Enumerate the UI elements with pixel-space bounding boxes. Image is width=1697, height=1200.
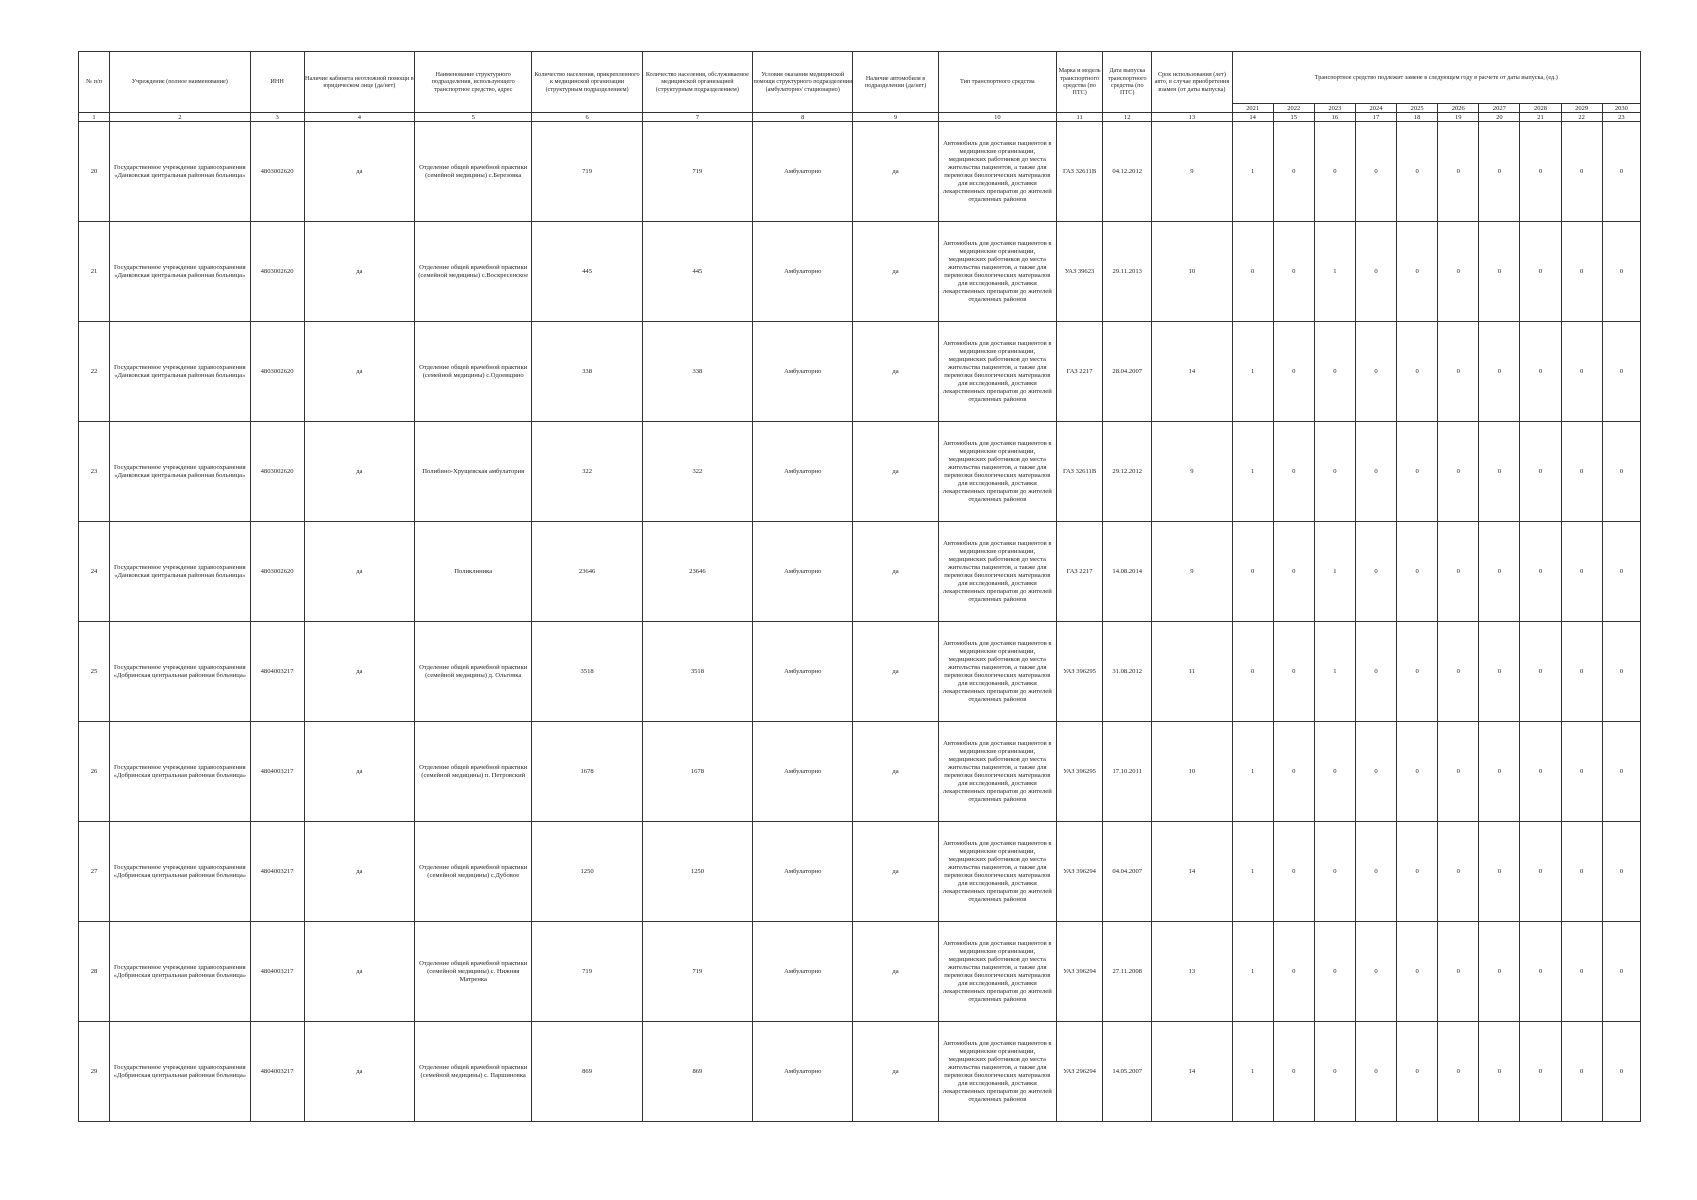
inn-cell: 4804003217	[250, 922, 304, 1022]
replace-year-cell: 0	[1438, 922, 1479, 1022]
org-cell: Государственное учреждение здравоохранения «Данковская центральная районная больница»	[110, 322, 250, 422]
header-served: Количество населения, обслуживаемое медицинской организацией (структурным подразделением)	[642, 52, 752, 113]
replace-year-cell: 1	[1232, 422, 1273, 522]
model-cell: УАЗ 39623	[1057, 222, 1103, 322]
vehicle-table	[78, 51, 1641, 1122]
replace-year-cell: 1	[1232, 822, 1273, 922]
use-years-cell: 9	[1152, 422, 1232, 522]
row-num-cell: 25	[79, 622, 110, 722]
replace-year-cell: 0	[1273, 522, 1314, 622]
unit-cell: Отделение общей врачебной практики (семейной медицины) д. Ольговка	[415, 622, 532, 722]
use-years-cell: 14	[1152, 1022, 1232, 1122]
vehicle-type-cell: Автомобиль для доставки пациентов в медицинские организации, медицинских работников до места жительства пациентов, а также для перевозки биологических материалов для исследований, доставки лекарственных препаратов до жителей отдаленных районов	[938, 522, 1056, 622]
replace-year-cell: 0	[1355, 322, 1396, 422]
org-cell: Государственное учреждение здравоохранения «Добринская центральная районная больница»	[110, 622, 250, 722]
header-replace: Транспортное средство подлежит замене в следующем году в расчете от даты выпуска, (ед.)	[1232, 52, 1640, 104]
replace-year-cell: 0	[1520, 222, 1561, 322]
table-row	[79, 1022, 1641, 1122]
vehicle-type-cell: Автомобиль для доставки пациентов в медицинские организации, медицинских работников до места жительства пациентов, а также для перевозки биологических материалов для исследований, доставки лекарственных препаратов до жителей отдаленных районов	[938, 322, 1056, 422]
served-cell: 719	[642, 922, 752, 1022]
row-num-cell: 29	[79, 1022, 110, 1122]
row-num-cell: 21	[79, 222, 110, 322]
model-cell: УАЗ 396295	[1057, 722, 1103, 822]
vehicle-type-cell: Автомобиль для доставки пациентов в медицинские организации, медицинских работников до места жительства пациентов, а также для перевозки биологических материалов для исследований, доставки лекарственных препаратов до жителей отдаленных районов	[938, 722, 1056, 822]
model-cell: УАЗ 396295	[1057, 622, 1103, 722]
replace-year-cell: 0	[1602, 522, 1640, 622]
conditions-cell: Амбулаторно	[753, 122, 853, 222]
vehicle-type-cell: Автомобиль для доставки пациентов в медицинские организации, медицинских работников до места жительства пациентов, а также для перевозки биологических материалов для исследований, доставки лекарственных препаратов до жителей отдаленных районов	[938, 622, 1056, 722]
header-year: 2030	[1602, 104, 1640, 113]
table-row	[79, 422, 1641, 522]
unit-cell: Отделение общей врачебной практики (семейной медицины) с.Дубовое	[415, 822, 532, 922]
column-number: 13	[1152, 113, 1232, 122]
has-car-cell: да	[853, 222, 938, 322]
attached-cell: 3518	[532, 622, 642, 722]
model-cell: УАЗ 296294	[1057, 1022, 1103, 1122]
replace-year-cell: 0	[1479, 522, 1520, 622]
conditions-cell: Амбулаторно	[753, 1022, 853, 1122]
table-row	[79, 722, 1641, 822]
header-year: 2022	[1273, 104, 1314, 113]
unit-cell: Отделение общей врачебной практики (семейной медицины) п. Петровский	[415, 722, 532, 822]
table-row	[79, 222, 1641, 322]
vehicle-type-cell: Автомобиль для доставки пациентов в медицинские организации, медицинских работников до места жительства пациентов, а также для перевозки биологических материалов для исследований, доставки лекарственных препаратов до жителей отдаленных районов	[938, 122, 1056, 222]
replace-year-cell: 0	[1314, 422, 1355, 522]
vehicle-type-cell: Автомобиль для доставки пациентов в медицинские организации, медицинских работников до места жительства пациентов, а также для перевозки биологических материалов для исследований, доставки лекарственных препаратов до жителей отдаленных районов	[938, 422, 1056, 522]
replace-year-cell: 0	[1438, 122, 1479, 222]
cabinet-cell: да	[304, 422, 414, 522]
cabinet-cell: да	[304, 322, 414, 422]
table-row	[79, 522, 1641, 622]
replace-year-cell: 0	[1314, 822, 1355, 922]
replace-year-cell: 1	[1232, 322, 1273, 422]
row-num-cell: 20	[79, 122, 110, 222]
use-years-cell: 11	[1152, 622, 1232, 722]
attached-cell: 869	[532, 1022, 642, 1122]
replace-year-cell: 0	[1273, 722, 1314, 822]
model-cell: УАЗ 396294	[1057, 822, 1103, 922]
replace-year-cell: 0	[1397, 422, 1438, 522]
unit-cell: Отделение общей врачебной практики (семейной медицины) с.Воскресенское	[415, 222, 532, 322]
replace-year-cell: 0	[1479, 922, 1520, 1022]
column-number: 1	[79, 113, 110, 122]
replace-year-cell: 0	[1397, 522, 1438, 622]
replace-year-cell: 1	[1232, 122, 1273, 222]
replace-year-cell: 0	[1397, 822, 1438, 922]
served-cell: 719	[642, 122, 752, 222]
has-car-cell: да	[853, 622, 938, 722]
replace-year-cell: 0	[1602, 622, 1640, 722]
column-number: 7	[642, 113, 752, 122]
replace-year-cell: 0	[1232, 522, 1273, 622]
row-num-cell: 26	[79, 722, 110, 822]
replace-year-cell: 0	[1355, 922, 1396, 1022]
cabinet-cell: да	[304, 922, 414, 1022]
replace-year-cell: 0	[1602, 822, 1640, 922]
use-years-cell: 13	[1152, 922, 1232, 1022]
document-page	[78, 51, 1641, 1122]
column-number: 11	[1057, 113, 1103, 122]
replace-year-cell: 0	[1273, 122, 1314, 222]
replace-year-cell: 0	[1273, 1022, 1314, 1122]
replace-year-cell: 0	[1273, 222, 1314, 322]
attached-cell: 719	[532, 922, 642, 1022]
replace-year-cell: 0	[1397, 222, 1438, 322]
replace-year-cell: 0	[1438, 422, 1479, 522]
replace-year-cell: 0	[1314, 922, 1355, 1022]
attached-cell: 1678	[532, 722, 642, 822]
replace-year-cell: 0	[1355, 722, 1396, 822]
replace-year-cell: 0	[1438, 822, 1479, 922]
replace-year-cell: 0	[1438, 1022, 1479, 1122]
replace-year-cell: 0	[1438, 322, 1479, 422]
column-number: 21	[1520, 113, 1561, 122]
cabinet-cell: да	[304, 222, 414, 322]
column-number: 15	[1273, 113, 1314, 122]
model-cell: УАЗ 396294	[1057, 922, 1103, 1022]
column-number: 14	[1232, 113, 1273, 122]
column-number: 18	[1397, 113, 1438, 122]
replace-year-cell: 0	[1479, 422, 1520, 522]
release-date-cell: 04.12.2012	[1103, 122, 1152, 222]
replace-year-cell: 0	[1520, 422, 1561, 522]
replace-year-cell: 0	[1561, 822, 1602, 922]
replace-year-cell: 0	[1438, 622, 1479, 722]
header-model: Марка и модель транспортного средства (по ПТС)	[1057, 52, 1103, 113]
replace-year-cell: 0	[1561, 922, 1602, 1022]
replace-year-cell: 0	[1438, 522, 1479, 622]
served-cell: 1250	[642, 822, 752, 922]
has-car-cell: да	[853, 822, 938, 922]
replace-year-cell: 0	[1397, 322, 1438, 422]
replace-year-cell: 0	[1520, 1022, 1561, 1122]
column-number: 8	[753, 113, 853, 122]
has-car-cell: да	[853, 1022, 938, 1122]
header-conditions: Условия оказания медицинской помощи структурного подразделения (амбулаторно/ стационарно)	[753, 52, 853, 113]
header-use-years: Срок использования (лет) авто, в случае приобретения взамен (от даты выпуска)	[1152, 52, 1232, 113]
vehicle-type-cell: Автомобиль для доставки пациентов в медицинские организации, медицинских работников до места жительства пациентов, а также для перевозки биологических материалов для исследований, доставки лекарственных препаратов до жителей отдаленных районов	[938, 222, 1056, 322]
served-cell: 1678	[642, 722, 752, 822]
inn-cell: 4803002620	[250, 522, 304, 622]
replace-year-cell: 0	[1561, 222, 1602, 322]
unit-cell: Отделение общей врачебной практики (семейной медицины) с. Паршиновка	[415, 1022, 532, 1122]
served-cell: 23646	[642, 522, 752, 622]
attached-cell: 322	[532, 422, 642, 522]
header-year: 2028	[1520, 104, 1561, 113]
cabinet-cell: да	[304, 722, 414, 822]
column-number: 16	[1314, 113, 1355, 122]
org-cell: Государственное учреждение здравоохранения «Данковская центральная районная больница»	[110, 522, 250, 622]
replace-year-cell: 0	[1355, 1022, 1396, 1122]
replace-year-cell: 0	[1273, 322, 1314, 422]
use-years-cell: 10	[1152, 722, 1232, 822]
replace-year-cell: 0	[1355, 222, 1396, 322]
replace-year-cell: 0	[1355, 122, 1396, 222]
replace-year-cell: 0	[1479, 822, 1520, 922]
replace-year-cell: 0	[1520, 322, 1561, 422]
has-car-cell: да	[853, 422, 938, 522]
header-has-car: Наличие автомобиля в подразделении (да/нет)	[853, 52, 938, 113]
model-cell: ГАЗ 32611В	[1057, 422, 1103, 522]
replace-year-cell: 0	[1561, 722, 1602, 822]
replace-year-cell: 0	[1479, 622, 1520, 722]
header-year: 2026	[1438, 104, 1479, 113]
conditions-cell: Амбулаторно	[753, 722, 853, 822]
row-num-cell: 24	[79, 522, 110, 622]
inn-cell: 4804003217	[250, 722, 304, 822]
unit-cell: Отделение общей врачебной практики (семейной медицины) с.Одоевщино	[415, 322, 532, 422]
replace-year-cell: 0	[1602, 322, 1640, 422]
replace-year-cell: 0	[1602, 922, 1640, 1022]
replace-year-cell: 0	[1314, 722, 1355, 822]
has-car-cell: да	[853, 122, 938, 222]
replace-year-cell: 0	[1479, 122, 1520, 222]
org-cell: Государственное учреждение здравоохранения «Добринская центральная районная больница»	[110, 922, 250, 1022]
cabinet-cell: да	[304, 1022, 414, 1122]
replace-year-cell: 0	[1561, 522, 1602, 622]
replace-year-cell: 0	[1397, 922, 1438, 1022]
header-inn: ИНН	[250, 52, 304, 113]
replace-year-cell: 0	[1602, 722, 1640, 822]
served-cell: 322	[642, 422, 752, 522]
release-date-cell: 28.04.2007	[1103, 322, 1152, 422]
replace-year-cell: 0	[1561, 622, 1602, 722]
release-date-cell: 29.11.2013	[1103, 222, 1152, 322]
header-year: 2027	[1479, 104, 1520, 113]
model-cell: ГАЗ 2217	[1057, 522, 1103, 622]
column-number: 4	[304, 113, 414, 122]
replace-year-cell: 0	[1520, 722, 1561, 822]
replace-year-cell: 0	[1520, 822, 1561, 922]
use-years-cell: 14	[1152, 822, 1232, 922]
replace-year-cell: 1	[1232, 922, 1273, 1022]
conditions-cell: Амбулаторно	[753, 322, 853, 422]
use-years-cell: 10	[1152, 222, 1232, 322]
table-row	[79, 622, 1641, 722]
replace-year-cell: 0	[1273, 422, 1314, 522]
inn-cell: 4803002620	[250, 222, 304, 322]
replace-year-cell: 0	[1232, 622, 1273, 722]
replace-year-cell: 0	[1397, 122, 1438, 222]
header-cabinet: Наличие кабинета неотложной помощи в юридическом лице (да/нет)	[304, 52, 414, 113]
org-cell: Государственное учреждение здравоохранения «Добринская центральная районная больница»	[110, 722, 250, 822]
header-year: 2025	[1397, 104, 1438, 113]
replace-year-cell: 1	[1314, 622, 1355, 722]
table-body	[79, 122, 1641, 1122]
replace-year-cell: 0	[1355, 622, 1396, 722]
replace-year-cell: 0	[1561, 322, 1602, 422]
replace-year-cell: 1	[1232, 722, 1273, 822]
served-cell: 869	[642, 1022, 752, 1122]
unit-cell: Отделение общей врачебной практики (семейной медицины) с. Нижняя Матренка	[415, 922, 532, 1022]
table-row	[79, 122, 1641, 222]
served-cell: 338	[642, 322, 752, 422]
served-cell: 3518	[642, 622, 752, 722]
cabinet-cell: да	[304, 522, 414, 622]
org-cell: Государственное учреждение здравоохранения «Данковская центральная районная больница»	[110, 222, 250, 322]
use-years-cell: 14	[1152, 322, 1232, 422]
header-year: 2023	[1314, 104, 1355, 113]
attached-cell: 338	[532, 322, 642, 422]
column-number: 10	[938, 113, 1056, 122]
release-date-cell: 14.05.2007	[1103, 1022, 1152, 1122]
conditions-cell: Амбулаторно	[753, 822, 853, 922]
table-row	[79, 922, 1641, 1022]
replace-year-cell: 0	[1561, 1022, 1602, 1122]
vehicle-type-cell: Автомобиль для доставки пациентов в медицинские организации, медицинских работников до места жительства пациентов, а также для перевозки биологических материалов для исследований, доставки лекарственных препаратов до жителей отдаленных районов	[938, 922, 1056, 1022]
attached-cell: 23646	[532, 522, 642, 622]
replace-year-cell: 0	[1438, 722, 1479, 822]
replace-year-cell: 0	[1273, 922, 1314, 1022]
unit-cell: Полибино-Хрущевская амбулатория	[415, 422, 532, 522]
column-number: 12	[1103, 113, 1152, 122]
conditions-cell: Амбулаторно	[753, 422, 853, 522]
replace-year-cell: 0	[1602, 122, 1640, 222]
replace-year-cell: 0	[1397, 622, 1438, 722]
replace-year-cell: 0	[1520, 122, 1561, 222]
use-years-cell: 9	[1152, 122, 1232, 222]
has-car-cell: да	[853, 722, 938, 822]
cabinet-cell: да	[304, 122, 414, 222]
replace-year-cell: 0	[1479, 322, 1520, 422]
column-number: 19	[1438, 113, 1479, 122]
column-number: 9	[853, 113, 938, 122]
unit-cell: Поликлиника	[415, 522, 532, 622]
inn-cell: 4804003217	[250, 622, 304, 722]
has-car-cell: да	[853, 522, 938, 622]
replace-year-cell: 0	[1602, 222, 1640, 322]
replace-year-cell: 0	[1273, 822, 1314, 922]
header-year: 2021	[1232, 104, 1273, 113]
row-num-cell: 23	[79, 422, 110, 522]
column-number: 17	[1355, 113, 1396, 122]
replace-year-cell: 0	[1520, 922, 1561, 1022]
replace-year-cell: 0	[1561, 422, 1602, 522]
vehicle-type-cell: Автомобиль для доставки пациентов в медицинские организации, медицинских работников до места жительства пациентов, а также для перевозки биологических материалов для исследований, доставки лекарственных препаратов до жителей отдаленных районов	[938, 1022, 1056, 1122]
model-cell: ГАЗ 2217	[1057, 322, 1103, 422]
header-num: № п/п	[79, 52, 110, 113]
row-num-cell: 27	[79, 822, 110, 922]
header-unit: Наименование структурного подразделения, использующего транспортное средство, адрес	[415, 52, 532, 113]
release-date-cell: 04.04.2007	[1103, 822, 1152, 922]
has-car-cell: да	[853, 922, 938, 1022]
inn-cell: 4804003217	[250, 822, 304, 922]
header-year: 2024	[1355, 104, 1396, 113]
replace-year-cell: 0	[1314, 322, 1355, 422]
replace-year-cell: 0	[1479, 222, 1520, 322]
column-number: 23	[1602, 113, 1640, 122]
column-number: 20	[1479, 113, 1520, 122]
replace-year-cell: 0	[1314, 122, 1355, 222]
release-date-cell: 17.10.2011	[1103, 722, 1152, 822]
inn-cell: 4803002620	[250, 322, 304, 422]
header-release-date: Дата выпуска транспортного средства (по ПТС)	[1103, 52, 1152, 113]
org-cell: Государственное учреждение здравоохранения «Добринская центральная районная больница»	[110, 1022, 250, 1122]
replace-year-cell: 0	[1397, 1022, 1438, 1122]
column-number: 3	[250, 113, 304, 122]
has-car-cell: да	[853, 322, 938, 422]
replace-year-cell: 0	[1479, 1022, 1520, 1122]
unit-cell: Отделение общей врачебной практики (семейной медицины) с.Березовка	[415, 122, 532, 222]
use-years-cell: 9	[1152, 522, 1232, 622]
header-org: Учреждение (полное наименование)	[110, 52, 250, 113]
replace-year-cell: 0	[1602, 422, 1640, 522]
header-vehicle-type: Тип транспортного средства	[938, 52, 1056, 113]
column-number: 2	[110, 113, 250, 122]
replace-year-cell: 0	[1438, 222, 1479, 322]
release-date-cell: 29.12.2012	[1103, 422, 1152, 522]
release-date-cell: 14.08.2014	[1103, 522, 1152, 622]
conditions-cell: Амбулаторно	[753, 522, 853, 622]
row-num-cell: 28	[79, 922, 110, 1022]
replace-year-cell: 0	[1520, 622, 1561, 722]
release-date-cell: 31.08.2012	[1103, 622, 1152, 722]
replace-year-cell: 0	[1314, 1022, 1355, 1122]
inn-cell: 4803002620	[250, 122, 304, 222]
conditions-cell: Амбулаторно	[753, 922, 853, 1022]
vehicle-type-cell: Автомобиль для доставки пациентов в медицинские организации, медицинских работников до места жительства пациентов, а также для перевозки биологических материалов для исследований, доставки лекарственных препаратов до жителей отдаленных районов	[938, 822, 1056, 922]
release-date-cell: 27.11.2008	[1103, 922, 1152, 1022]
org-cell: Государственное учреждение здравоохранения «Данковская центральная районная больница»	[110, 122, 250, 222]
replace-year-cell: 0	[1355, 822, 1396, 922]
column-number: 5	[415, 113, 532, 122]
inn-cell: 4804003217	[250, 1022, 304, 1122]
table-row	[79, 322, 1641, 422]
replace-year-cell: 0	[1273, 622, 1314, 722]
replace-year-cell: 0	[1561, 122, 1602, 222]
replace-year-cell: 0	[1479, 722, 1520, 822]
conditions-cell: Амбулаторно	[753, 622, 853, 722]
table-header	[79, 52, 1641, 122]
column-number: 22	[1561, 113, 1602, 122]
replace-year-cell: 0	[1355, 422, 1396, 522]
replace-year-cell: 1	[1232, 1022, 1273, 1122]
cabinet-cell: да	[304, 622, 414, 722]
replace-year-cell: 0	[1355, 522, 1396, 622]
inn-cell: 4803002620	[250, 422, 304, 522]
cabinet-cell: да	[304, 822, 414, 922]
org-cell: Государственное учреждение здравоохранения «Данковская центральная районная больница»	[110, 422, 250, 522]
replace-year-cell: 0	[1397, 722, 1438, 822]
replace-year-cell: 0	[1520, 522, 1561, 622]
table-row	[79, 822, 1641, 922]
replace-year-cell: 0	[1232, 222, 1273, 322]
column-number-row	[79, 113, 1641, 122]
replace-year-cell: 0	[1602, 1022, 1640, 1122]
conditions-cell: Амбулаторно	[753, 222, 853, 322]
replace-year-cell: 1	[1314, 222, 1355, 322]
replace-year-cell: 1	[1314, 522, 1355, 622]
row-num-cell: 22	[79, 322, 110, 422]
header-attached: Количество населения, прикрепленного к медицинской организации (структурным подразделением)	[532, 52, 642, 113]
served-cell: 445	[642, 222, 752, 322]
model-cell: ГАЗ 32611В	[1057, 122, 1103, 222]
attached-cell: 445	[532, 222, 642, 322]
column-number: 6	[532, 113, 642, 122]
header-year: 2029	[1561, 104, 1602, 113]
attached-cell: 719	[532, 122, 642, 222]
org-cell: Государственное учреждение здравоохранения «Добринская центральная районная больница»	[110, 822, 250, 922]
attached-cell: 1250	[532, 822, 642, 922]
